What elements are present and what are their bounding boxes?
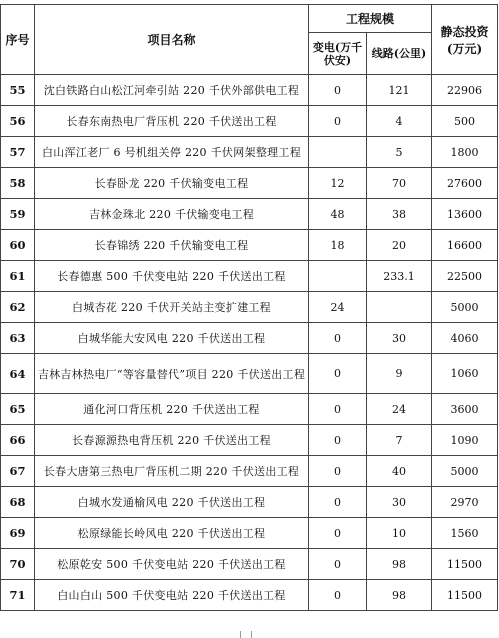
static-investment: 22500 — [432, 261, 498, 292]
project-name: 长春卧龙 220 千伏输变电工程 — [35, 168, 309, 199]
project-name: 长春德惠 500 千伏变电站 220 千伏送出工程 — [35, 261, 309, 292]
line-length: 98 — [367, 580, 432, 611]
static-investment: 500 — [432, 106, 498, 137]
static-investment: 2970 — [432, 487, 498, 518]
line-length — [367, 292, 432, 323]
header-line: 线路(公里) — [367, 33, 432, 75]
line-length: 9 — [367, 354, 432, 394]
substation-capacity: 0 — [309, 75, 367, 106]
project-name: 松原绿能长岭风电 220 千伏送出工程 — [35, 518, 309, 549]
row-number: 69 — [1, 518, 35, 549]
row-number: 71 — [1, 580, 35, 611]
row-number: 63 — [1, 323, 35, 354]
static-investment: 22906 — [432, 75, 498, 106]
table-row — [1, 106, 498, 137]
project-name: 松原乾安 500 千伏变电站 220 千伏送出工程 — [35, 549, 309, 580]
substation-capacity: 48 — [309, 199, 367, 230]
project-name: 沈白铁路白山松江河牵引站 220 千伏外部供电工程 — [35, 75, 309, 106]
row-number: 60 — [1, 230, 35, 261]
header-no: 序号 — [1, 5, 35, 75]
project-name: 白城华能大安风电 220 千伏送出工程 — [35, 323, 309, 354]
static-investment: 4060 — [432, 323, 498, 354]
static-investment: 11500 — [432, 580, 498, 611]
project-name: 长春大唐第三热电厂背压机二期 220 千伏送出工程 — [35, 456, 309, 487]
static-investment: 5000 — [432, 292, 498, 323]
header-substation: 变电(万千伏安) — [309, 33, 367, 75]
row-number: 59 — [1, 199, 35, 230]
table-row — [1, 487, 498, 518]
static-investment: 3600 — [432, 394, 498, 425]
substation-capacity: 12 — [309, 168, 367, 199]
substation-capacity: 0 — [309, 323, 367, 354]
static-investment: 16600 — [432, 230, 498, 261]
static-investment: 27600 — [432, 168, 498, 199]
row-number: 65 — [1, 394, 35, 425]
project-name: 白山白山 500 千伏变电站 220 千伏送出工程 — [35, 580, 309, 611]
row-number: 70 — [1, 549, 35, 580]
static-investment: 11500 — [432, 549, 498, 580]
substation-capacity: 0 — [309, 394, 367, 425]
substation-capacity — [309, 137, 367, 168]
row-number: 64 — [1, 354, 35, 394]
line-length: 7 — [367, 425, 432, 456]
line-length: 98 — [367, 549, 432, 580]
static-investment: 13600 — [432, 199, 498, 230]
row-number: 62 — [1, 292, 35, 323]
line-length: 5 — [367, 137, 432, 168]
substation-capacity — [309, 261, 367, 292]
substation-capacity: 0 — [309, 580, 367, 611]
project-name: 白城水发通榆风电 220 千伏送出工程 — [35, 487, 309, 518]
line-length: 233.1 — [367, 261, 432, 292]
row-number: 66 — [1, 425, 35, 456]
project-name: 白城杏花 220 千伏开关站主变扩建工程 — [35, 292, 309, 323]
table-row — [1, 230, 498, 261]
substation-capacity: 0 — [309, 425, 367, 456]
project-table — [0, 4, 498, 611]
substation-capacity: 24 — [309, 292, 367, 323]
substation-capacity: 18 — [309, 230, 367, 261]
substation-capacity: 0 — [309, 487, 367, 518]
project-table-container — [0, 4, 499, 611]
table-row — [1, 261, 498, 292]
line-length: 38 — [367, 199, 432, 230]
static-investment: 5000 — [432, 456, 498, 487]
line-length: 20 — [367, 230, 432, 261]
table-row — [1, 518, 498, 549]
line-length: 30 — [367, 323, 432, 354]
line-length: 30 — [367, 487, 432, 518]
row-number: 67 — [1, 456, 35, 487]
line-length: 40 — [367, 456, 432, 487]
table-row — [1, 425, 498, 456]
substation-capacity: 0 — [309, 456, 367, 487]
table-row — [1, 549, 498, 580]
table-row — [1, 75, 498, 106]
table-row — [1, 354, 498, 394]
header-investment: 静态投资(万元) — [432, 5, 498, 75]
row-number: 61 — [1, 261, 35, 292]
table-row — [1, 168, 498, 199]
header-scale: 工程规模 — [309, 5, 432, 33]
table-row — [1, 580, 498, 611]
row-number: 58 — [1, 168, 35, 199]
row-number: 56 — [1, 106, 35, 137]
line-length: 4 — [367, 106, 432, 137]
line-length: 70 — [367, 168, 432, 199]
table-row — [1, 394, 498, 425]
substation-capacity: 0 — [309, 106, 367, 137]
project-name: 长春东南热电厂背压机 220 千伏送出工程 — [35, 106, 309, 137]
project-name: 白山浑江老厂 6 号机组关停 220 千伏网架整理工程 — [35, 137, 309, 168]
substation-capacity: 0 — [309, 354, 367, 394]
row-number: 55 — [1, 75, 35, 106]
static-investment: 1090 — [432, 425, 498, 456]
row-number: 57 — [1, 137, 35, 168]
project-name: 长春源源热电背压机 220 千伏送出工程 — [35, 425, 309, 456]
page-edge-mark — [240, 631, 252, 638]
substation-capacity: 0 — [309, 518, 367, 549]
table-row — [1, 199, 498, 230]
project-name: 吉林吉林热电厂“等容量替代”项目 220 千伏送出工程 — [35, 354, 309, 394]
line-length: 24 — [367, 394, 432, 425]
project-name: 通化河口背压机 220 千伏送出工程 — [35, 394, 309, 425]
static-investment: 1560 — [432, 518, 498, 549]
table-row — [1, 456, 498, 487]
static-investment: 1800 — [432, 137, 498, 168]
project-name: 长春锦绣 220 千伏输变电工程 — [35, 230, 309, 261]
substation-capacity: 0 — [309, 549, 367, 580]
header-name: 项目名称 — [35, 5, 309, 75]
table-row — [1, 137, 498, 168]
line-length: 10 — [367, 518, 432, 549]
table-row — [1, 292, 498, 323]
project-name: 吉林金珠北 220 千伏输变电工程 — [35, 199, 309, 230]
line-length: 121 — [367, 75, 432, 106]
table-row — [1, 323, 498, 354]
static-investment: 1060 — [432, 354, 498, 394]
row-number: 68 — [1, 487, 35, 518]
